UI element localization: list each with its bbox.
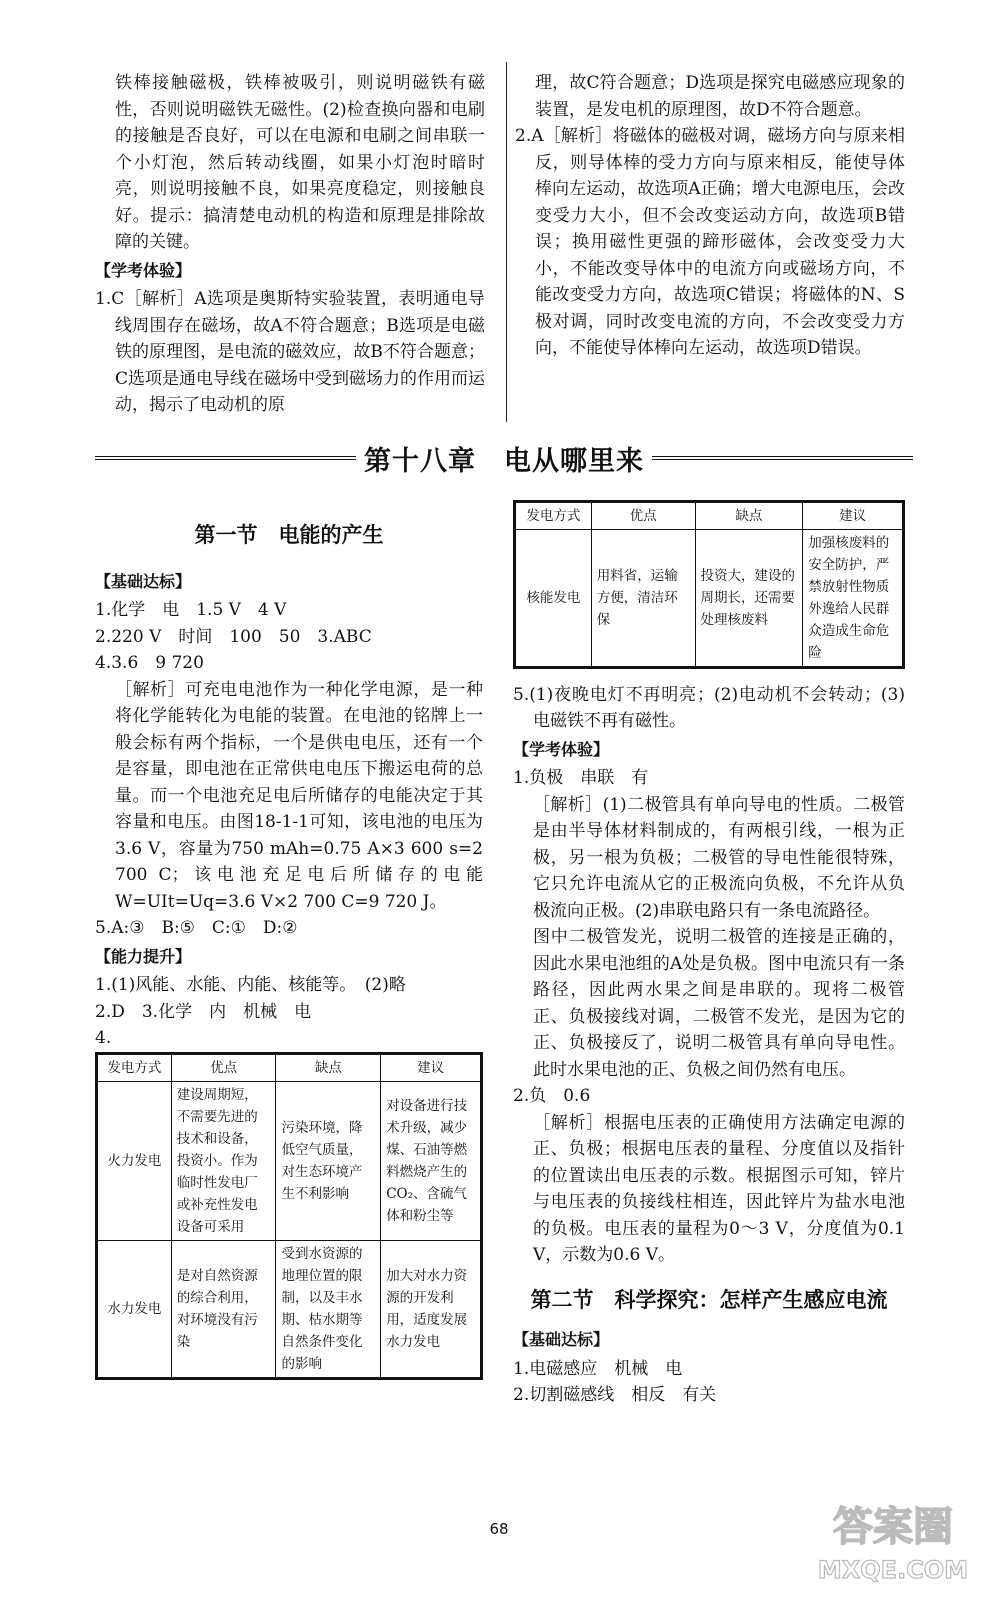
chapter-rule-right bbox=[652, 456, 913, 460]
exam-experience-label-2: 【学考体验】 bbox=[513, 739, 610, 759]
cell-method: 水力发电 bbox=[98, 1240, 172, 1377]
cell-advice: 对设备进行技术升级，减少煤、石油等燃料燃烧产生的CO₂、含硫气体和粉尘等 bbox=[381, 1081, 481, 1240]
section-1-title: 第一节 电能的产生 bbox=[194, 523, 384, 547]
power-table-right bbox=[513, 500, 905, 669]
table-row bbox=[516, 530, 903, 667]
th-cons: 缺点 bbox=[695, 503, 803, 530]
cell-cons: 污染环境，降低空气质量，对生态环境产生不利影响 bbox=[276, 1081, 381, 1240]
basic-label: 【基础达标】 bbox=[95, 571, 192, 591]
cell-method: 火力发电 bbox=[98, 1081, 172, 1240]
basic-label-2: 【基础达标】 bbox=[513, 1330, 610, 1349]
top-left-column bbox=[95, 70, 485, 419]
cell-advice: 加大对水力资源的开发利用，适度发展水力发电 bbox=[381, 1240, 481, 1377]
chapter-title: 第十八章 电从哪里来 bbox=[364, 445, 644, 477]
top-right-column bbox=[515, 70, 905, 362]
cell-pros: 用料省，运输方便，清洁环保 bbox=[591, 530, 695, 667]
cell-cons: 投资大，建设的周期长，还需要处理核废料 bbox=[695, 530, 803, 667]
watermark-logo bbox=[808, 1488, 978, 1588]
ability-answer-1: 1.(1)风能、水能、内能、核能等。 (2)略 bbox=[95, 975, 406, 995]
exp-analysis-2: ［解析］根据电压表的正确使用方法确定电源的正、负极；根据电压表的量程、分度值以及指针的位置读出电压表的示数。根据图示可知，锌片与电压表的负接线柱相连，因此锌片为盐水电池的负极。电压表的量程为0～3 V，分度值为0.1 V，示数为0.6 V。 bbox=[533, 1112, 905, 1265]
left-column bbox=[95, 500, 483, 1388]
chapter-rule-left bbox=[95, 456, 356, 460]
section-2-title: 第二节 科学探究：怎样产生感应电流 bbox=[530, 1287, 888, 1312]
exam-experience-label: 【学考体验】 bbox=[95, 260, 192, 280]
ability-label: 【能力提升】 bbox=[95, 946, 192, 966]
cell-method: 核能发电 bbox=[516, 530, 592, 667]
basic-answer-2: 2.220 V 时间 100 50 3.ABC bbox=[95, 626, 372, 647]
basic-analysis: ［解析］可充电电池作为一种化学电源，是一种将化学能转化为电能的装置。在电池的铭牌上一般会标有两个指标，一个是供电电压，还有一个是容量，即电池在正常供电电压下搬运电荷的总量。而一个电池充足电后所储存的电能决定于其容量和电压。由图18-1-1可知，该电池的电压为3.6 V，容量为750 mAh=0.75 A×3 600 s=2 700 C；该电池充足电后所储存的电能W=UIt=Uq=3.6 V×2 700 C=9 720 J。 bbox=[115, 679, 483, 912]
cell-pros: 建设周期短，不需要先进的技术和设备，投资小。作为临时性发电厂或补充性发电设备可采用 bbox=[171, 1081, 276, 1240]
cell-cons: 受到水资源的地理位置的限制，以及丰水期、枯水期等自然条件变化的影响 bbox=[276, 1240, 381, 1377]
chapter-heading bbox=[95, 436, 913, 480]
basic-answer-4: 4.3.6 9 720 bbox=[95, 653, 204, 673]
table-row bbox=[98, 1081, 481, 1240]
answer-item-1-cont: 理，故C符合题意；D选项是探究电磁感应现象的装置，是发电机的原理图，故D不符合题意。 bbox=[535, 73, 905, 120]
th-advice: 建议 bbox=[803, 503, 903, 530]
exp-answer-1: 1.负极 串联 有 bbox=[513, 768, 649, 788]
cell-advice: 加强核废料的安全防护，严禁放射性物质外逸给人民群众造成生命危险 bbox=[803, 530, 903, 667]
exp-answer-2: 2.负 0.6 bbox=[513, 1086, 591, 1106]
exp-analysis-1: ［解析］(1)二极管具有单向导电的性质。二极管是由半导体材料制成的，有两根引线，一根为正极，另一根为负极；二极管的导电性能很特殊，它只允许电流从它的正极流向负极，不允许从负极流向正极。(2)串联电路只有一条电流路径。 bbox=[533, 794, 905, 921]
watermark-line1: 答案圈 bbox=[833, 1504, 953, 1550]
th-pros: 优点 bbox=[171, 1054, 276, 1081]
cell-pros: 是对自然资源的综合利用，对环境没有污染 bbox=[171, 1240, 276, 1377]
basic-answer-5-right: 5.(1)夜晚电灯不再明亮；(2)电动机不会转动；(3)电磁铁不再有磁性。 bbox=[513, 684, 905, 731]
th-cons: 缺点 bbox=[276, 1054, 381, 1081]
th-pros: 优点 bbox=[591, 503, 695, 530]
ability-answer-4: 4. bbox=[95, 1028, 112, 1048]
basic-answer-5: 5.A:③ B:⑤ C:① D:② bbox=[95, 918, 298, 938]
power-table-left bbox=[95, 1052, 483, 1380]
s2-answer-1: 1.电磁感应 机械 电 bbox=[513, 1358, 683, 1379]
right-column bbox=[513, 500, 905, 1409]
exp-analysis-1b: 图中二极管发光，说明二极管的连接是正确的，因此水果电池组的A处是负极。图中电流只有一条路径，因此两水果之间是串联的。现将二极管正、负极接线对调，二极管不发光，是因为它的正、负极接反了，说明二极管具有单向导电性。此时水果电池的正、负极之间仍然有电压。 bbox=[533, 927, 905, 1080]
answer-item-2: 2.A［解析］将磁体的磁极对调，磁场方向与原来相反，则导体棒的受力方向与原来相反，能使导体棒向左运动，故选项A正确；增大电源电压，会改变受力大小，但不会改变运动方向，故选项B错误；换用磁性更强的蹄形磁体，会改变受力大小，不能改变导体中的电流方向或磁场方向，不能改变受力方向，故选项C错误；将磁体的N、S极对调，同时改变电流的方向，不会改变受力方向，不能使导体棒向左运动，故选项D错误。 bbox=[515, 126, 905, 358]
continued-analysis: 铁棒接触磁极，铁棒被吸引，则说明磁铁有磁性，否则说明磁铁无磁性。(2)检查换向器和电刷的接触是否良好，可以在电源和电刷之间串联一个小灯泡，然后转动线圈，如果小灯泡时暗时亮，则说明接触不良，如果亮度稳定，则接触良好。提示：搞清楚电动机的构造和原理是排除故障的关键。 bbox=[115, 73, 485, 252]
watermark-line2: MXQE.COM bbox=[817, 1556, 969, 1584]
th-method: 发电方式 bbox=[516, 503, 592, 530]
s2-answer-2: 2.切割磁感线 相反 有关 bbox=[513, 1385, 717, 1405]
ability-answer-2: 2.D 3.化学 内 机械 电 bbox=[95, 1001, 312, 1022]
th-method: 发电方式 bbox=[98, 1054, 172, 1081]
th-advice: 建议 bbox=[381, 1054, 481, 1081]
answer-item-1: 1.C［解析］A选项是奥斯特实验装置，表明通电导线周围存在磁场，故A不符合题意；B选项是电磁铁的原理图，是电流的磁效应，故B不符合题意；C选项是通电导线在磁场中受到磁场力的作用而运动，揭示了电动机的原 bbox=[95, 289, 486, 415]
page-number: 68 bbox=[489, 1520, 509, 1538]
basic-answer-1: 1.化学 电 1.5 V 4 V bbox=[95, 600, 287, 620]
table-row bbox=[98, 1240, 481, 1377]
column-divider bbox=[506, 62, 507, 422]
